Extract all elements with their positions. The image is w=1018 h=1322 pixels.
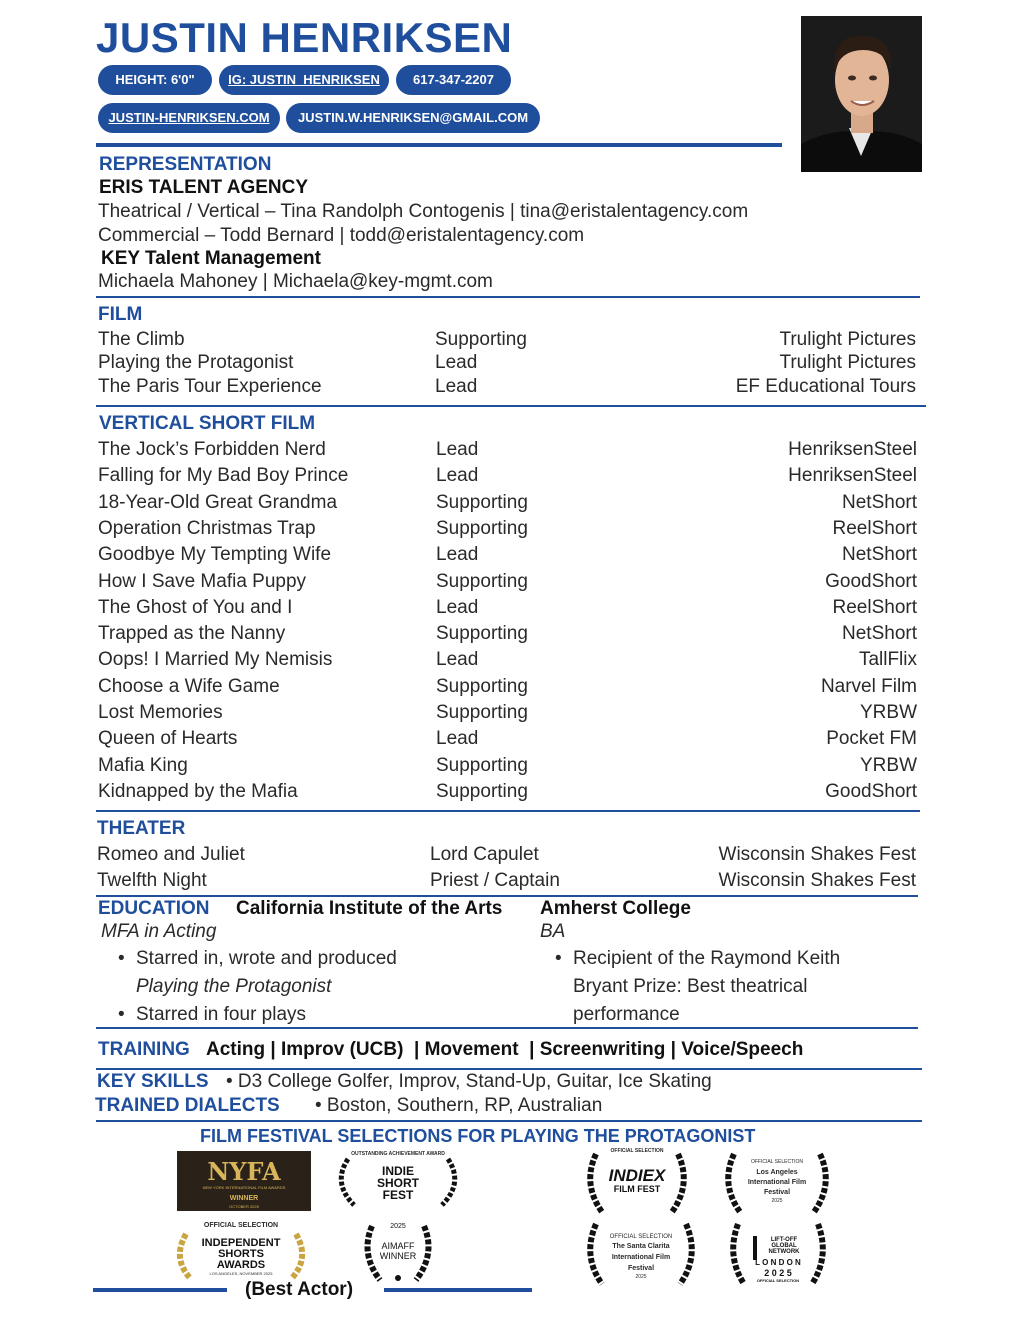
credit-role: Lord Capulet <box>430 844 539 865</box>
credit-title: Twelfth Night <box>97 870 207 891</box>
credit-company: NetShort <box>842 544 917 566</box>
education-bullet: Recipient of the Raymond Keith <box>573 948 841 969</box>
credit-company: NetShort <box>842 491 917 513</box>
nyfa-badge: NYFA NEW YORK INTERNATIONAL FILM AWARDS WINNER OCTOBER 2025 <box>177 1151 311 1211</box>
credit-role: Priest / Captain <box>430 870 560 891</box>
credit-title: Oops! I Married My Nemisis <box>98 649 333 671</box>
credit-company: Trulight Pictures <box>779 352 916 374</box>
school-amherst: Amherst College <box>540 898 691 919</box>
aimaff-badge: 2025 AIMAFF WINNER <box>360 1218 436 1288</box>
theater-heading: THEATER <box>97 818 186 839</box>
credit-company: GoodShort <box>825 780 917 802</box>
bullet-icon: • <box>555 948 562 969</box>
credit-role: Lead <box>436 728 479 750</box>
credit-title: Mafia King <box>98 754 188 776</box>
credit-role: Lead <box>436 649 479 671</box>
credit-company: NetShort <box>842 623 917 645</box>
festival-heading: FILM FESTIVAL SELECTIONS FOR PLAYING THE PROTAGONIST <box>200 1126 756 1146</box>
section-divider <box>96 810 920 812</box>
credit-role: Lead <box>435 375 478 397</box>
section-divider <box>96 1027 918 1029</box>
skills-list: • D3 College Golfer, Improv, Stand-Up, Guitar, Ice Skating <box>226 1071 712 1092</box>
credit-role: Supporting <box>436 570 528 592</box>
credit-company: ReelShort <box>832 596 917 618</box>
credit-company: TallFlix <box>858 649 917 671</box>
school-calarts: California Institute of the Arts <box>236 898 503 919</box>
credit-title: The Ghost of You and I <box>98 596 293 618</box>
credit-role: Lead <box>436 596 479 618</box>
credit-title: The Jock’s Forbidden Nerd <box>98 439 326 460</box>
credit-title: Kidnapped by the Mafia <box>98 780 298 802</box>
credit-role: Supporting <box>436 702 528 723</box>
footer-rule <box>93 1288 227 1292</box>
education-bullet: performance <box>573 1004 680 1025</box>
education-heading: EDUCATION <box>98 898 210 919</box>
credit-role: Supporting <box>436 754 528 776</box>
education-bullet: Starred in four plays <box>136 1004 307 1025</box>
credit-title: Falling for My Bad Boy Prince <box>98 465 349 487</box>
section-divider <box>96 296 920 298</box>
credit-title: Queen of Hearts <box>98 728 238 750</box>
credit-role: Supporting <box>436 675 528 697</box>
phone-badge: 617-347-2207 <box>396 65 511 95</box>
degree-mfa: MFA in Acting <box>101 921 217 942</box>
credit-company: GoodShort <box>825 570 917 592</box>
santa-clarita-badge: OFFICIAL SELECTION The Santa Clarita International Film Festival 2025 <box>580 1218 702 1290</box>
credit-role: Lead <box>436 544 479 566</box>
credit-title: Lost Memories <box>98 702 223 723</box>
section-divider <box>96 1120 922 1122</box>
management-contact: Michaela Mahoney | Michaela@key-mgmt.com <box>98 271 493 292</box>
footer-rule <box>384 1288 532 1292</box>
lift-off-badge: LIFT-OFF GLOBAL NETWORK L O N D O N 2 0 2 5 OFFICIAL SELECTION <box>724 1218 832 1290</box>
credit-company: Wisconsin Shakes Fest <box>718 844 916 865</box>
credit-role: Lead <box>435 352 478 374</box>
credit-company: ReelShort <box>832 517 917 539</box>
indiex-badge: OFFICIAL SELECTION INDIEX FILM FEST <box>580 1148 694 1218</box>
credit-role: Supporting <box>436 517 528 539</box>
section-divider <box>96 895 918 897</box>
page-title: JUSTIN HENRIKSEN <box>96 14 513 61</box>
credit-title: Trapped as the Nanny <box>98 623 286 645</box>
credit-company: HenriksenSteel <box>788 439 917 460</box>
credit-company: Trulight Pictures <box>779 329 916 350</box>
credit-title: Romeo and Juliet <box>97 844 245 865</box>
indie-short-fest-badge: OUTSTANDING ACHIEVEMENT AWARD INDIE SHORT FEST <box>330 1151 466 1211</box>
vertical-heading: VERTICAL SHORT FILM <box>99 413 316 434</box>
training-heading: TRAINING <box>98 1039 190 1060</box>
credit-title: Goodbye My Tempting Wife <box>98 544 332 566</box>
credit-role: Lead <box>436 465 479 487</box>
credit-title: 18-Year-Old Great Grandma <box>98 491 338 513</box>
representation-heading: REPRESENTATION <box>99 154 272 175</box>
credit-role: Supporting <box>436 491 528 513</box>
credit-role: Supporting <box>436 780 528 802</box>
instagram-link[interactable]: IG: JUSTIN_HENRIKSEN <box>219 65 389 95</box>
skills-heading: KEY SKILLS <box>97 1071 209 1092</box>
credit-title: The Climb <box>98 329 185 350</box>
credit-company: YRBW <box>860 702 917 723</box>
education-bullet-title: Playing the Protagonist <box>136 976 332 997</box>
credit-company: Pocket FM <box>826 728 917 750</box>
credit-role: Supporting <box>435 329 527 350</box>
los-angeles-badge: OFFICIAL SELECTION Los Angeles International Film Festival 2025 <box>718 1148 836 1218</box>
bullet-icon: • <box>118 1004 125 1025</box>
dialects-heading: TRAINED DIALECTS <box>95 1095 280 1116</box>
website-link[interactable]: JUSTIN-HENRIKSEN.COM <box>98 103 280 133</box>
training-list: Acting | Improv (UCB) | Movement | Screenwriting | Voice/Speech <box>206 1039 804 1060</box>
agency-name: ERIS TALENT AGENCY <box>99 177 309 198</box>
credit-title: How I Save Mafia Puppy <box>98 570 307 592</box>
film-heading: FILM <box>98 304 143 325</box>
headshot-photo <box>801 16 922 172</box>
credit-company: YRBW <box>860 754 917 776</box>
dialects-list: • Boston, Southern, RP, Australian <box>315 1095 603 1116</box>
independent-shorts-badge: OFFICIAL SELECTION INDEPENDENT SHORTS AWARDS LOS ANGELES, NOVEMBER 2025 <box>168 1220 314 1282</box>
credit-role: Supporting <box>436 623 528 645</box>
section-divider <box>96 1068 922 1070</box>
header-divider <box>96 143 782 147</box>
height-badge: HEIGHT: 6'0" <box>98 65 212 95</box>
credit-company: Wisconsin Shakes Fest <box>718 870 916 891</box>
bullet-icon: • <box>118 948 125 969</box>
credit-title: Operation Christmas Trap <box>98 517 316 539</box>
section-divider <box>96 405 926 407</box>
education-bullet: Starred in, wrote and produced <box>136 948 397 969</box>
commercial-contact: Commercial – Todd Bernard | todd@eristalentagency.com <box>98 225 585 246</box>
degree-ba: BA <box>540 921 566 942</box>
credit-title: Choose a Wife Game <box>98 675 280 697</box>
management-name: KEY Talent Management <box>101 248 321 269</box>
credit-company: EF Educational Tours <box>735 375 916 397</box>
education-bullet: Bryant Prize: Best theatrical <box>573 976 808 997</box>
credit-title: Playing the Protagonist <box>98 352 294 374</box>
credit-company: Narvel Film <box>820 675 917 697</box>
credit-company: HenriksenSteel <box>788 465 917 487</box>
credit-title: The Paris Tour Experience <box>98 375 322 397</box>
email-badge: JUSTIN.W.HENRIKSEN@GMAIL.COM <box>286 103 540 133</box>
theatrical-contact: Theatrical / Vertical – Tina Randolph Contogenis | tina@eristalentagency.com <box>98 201 749 222</box>
best-actor-label: (Best Actor) <box>245 1279 354 1300</box>
credit-role: Lead <box>436 439 479 460</box>
